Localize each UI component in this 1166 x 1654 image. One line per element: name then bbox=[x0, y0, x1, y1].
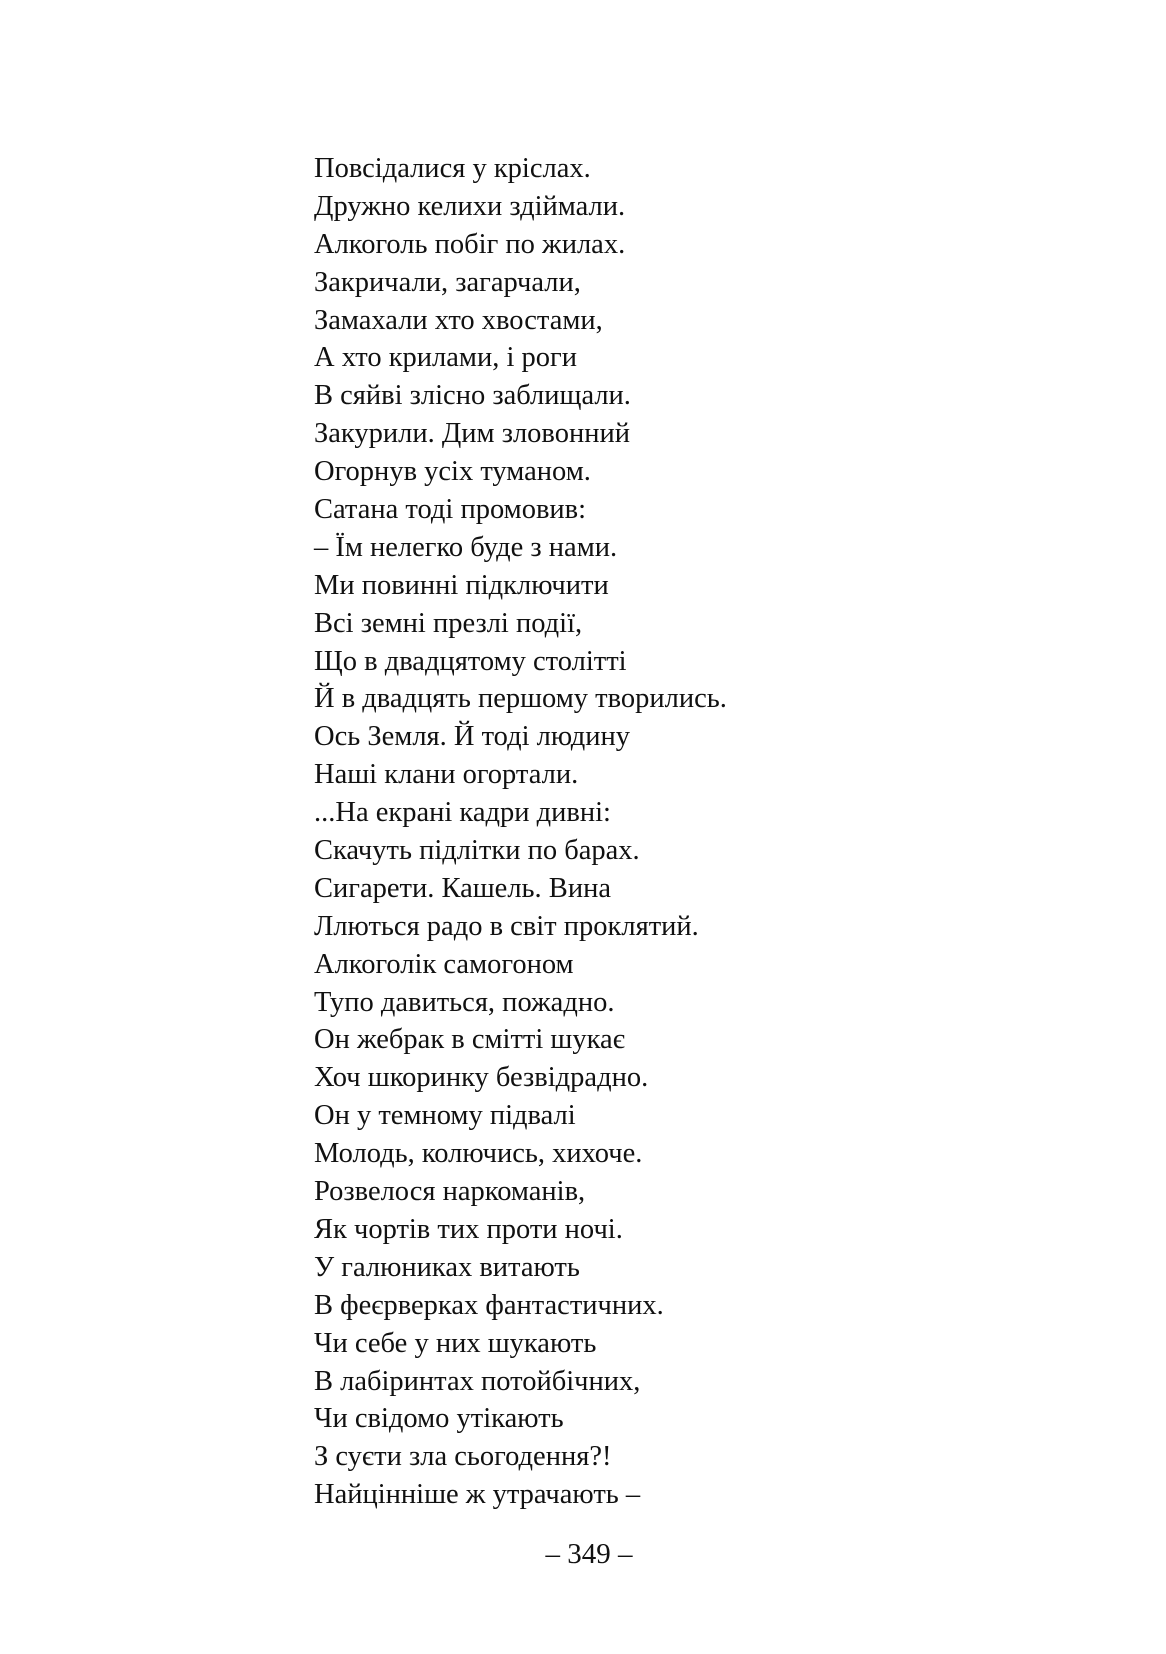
poem-line: А хто крилами, і роги bbox=[314, 342, 577, 374]
poem-line: В сяйві злісно заблищали. bbox=[314, 380, 631, 412]
poem-line: В феєрверках фантастичних. bbox=[314, 1289, 664, 1321]
poem-line: Як чортів тих проти ночі. bbox=[314, 1213, 623, 1245]
poem-line: Ось Земля. Й тоді людину bbox=[314, 721, 630, 753]
poem-line: Тупо давиться, пожадно. bbox=[314, 986, 615, 1018]
poem-line: У галюниках витають bbox=[314, 1251, 580, 1283]
poem-line: Молодь, колючись, хихоче. bbox=[314, 1138, 643, 1170]
poem-line: Он у темному підвалі bbox=[314, 1100, 576, 1132]
poem-line: Ми повинні підключити bbox=[314, 569, 609, 601]
poem-line: Сатана тоді промовив: bbox=[314, 494, 587, 526]
poem-line: Скачуть підлітки по барах. bbox=[314, 835, 640, 867]
poem-line: В лабіринтах потойбічних, bbox=[314, 1365, 641, 1397]
poem-line: Що в двадцятому столітті bbox=[314, 645, 627, 677]
poem-line: Дружно келихи здіймали. bbox=[314, 190, 626, 222]
poem-line: Наші клани огортали. bbox=[314, 759, 579, 791]
poem-line: Огорнув усіх туманом. bbox=[314, 456, 591, 488]
poem-text bbox=[314, 150, 727, 1514]
poem-line: Найцінніше ж утрачають – bbox=[314, 1479, 641, 1511]
poem-line: Й в двадцять першому творились. bbox=[314, 683, 727, 715]
poem-line: З суєти зла сьогодення?! bbox=[314, 1441, 612, 1473]
poem-line: Сигарети. Кашель. Вина bbox=[314, 872, 611, 904]
poem-line: Розвелося наркоманів, bbox=[314, 1176, 586, 1208]
poem-line: Замахали хто хвостами, bbox=[314, 304, 603, 336]
poem-line: ...На екрані кадри дивні: bbox=[314, 797, 611, 829]
poem-line: Хоч шкоринку безвідрадно. bbox=[314, 1062, 649, 1094]
poem-line: Всі земні презлі події, bbox=[314, 607, 583, 639]
poem-line: – Їм нелегко буде з нами. bbox=[314, 531, 618, 563]
poem-line: Повсідалися у кріслах. bbox=[314, 153, 591, 184]
page-number: – 349 – bbox=[545, 1538, 633, 1570]
poem-line: Чи себе у них шукають bbox=[314, 1327, 597, 1359]
poem-line: Закричали, загарчали, bbox=[314, 266, 581, 298]
poem-line: Он жебрак в смітті шукає bbox=[314, 1024, 625, 1056]
poem-line: Ллються радо в світ проклятий. bbox=[314, 910, 699, 942]
poem-line: Алкоголік самогоном bbox=[314, 948, 574, 980]
poem-line: Алкоголь побіг по жилах. bbox=[314, 228, 626, 260]
poem-line: Чи свідомо утікають bbox=[314, 1403, 564, 1435]
poem-line: Закурили. Дим зловонний bbox=[314, 418, 630, 450]
